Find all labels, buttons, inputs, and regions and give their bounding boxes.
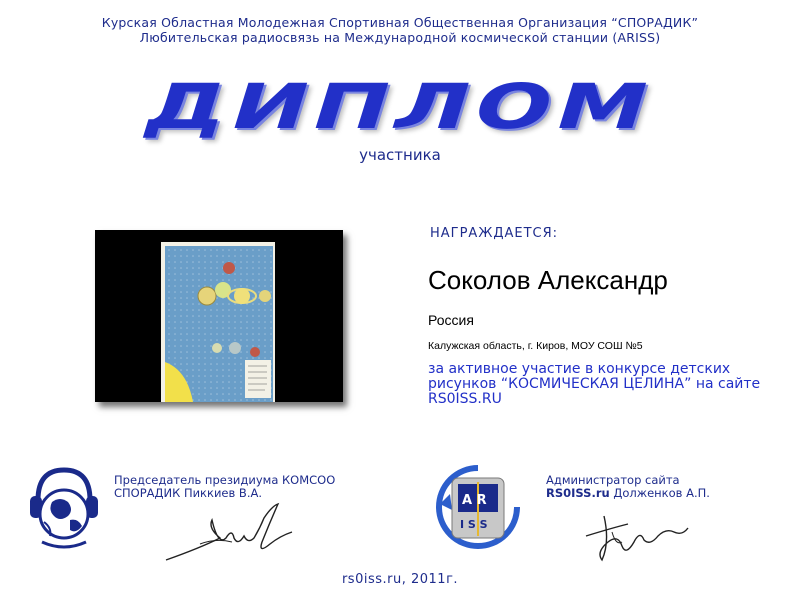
diploma-subtitle: участника [359, 146, 441, 164]
chairman-block [114, 474, 335, 500]
header-org-line: Курская Областная Молодежная Спортивная Общественная Организация “СПОРАДИК” [101, 15, 699, 30]
signature-icon [160, 498, 300, 568]
recipient-name: Соколов Александр [428, 265, 668, 295]
ariss-logo [432, 464, 524, 550]
award-reason: за активное участие в конкурсе детских рисунков “КОСМИЧЕСКАЯ ЦЕЛИНА” на сайте RS0ISS.RU [428, 361, 761, 407]
chairman-signature [160, 498, 300, 568]
admin-signature [582, 502, 692, 566]
header-ariss-line: Любительская радиосвязь на Международной космической станции (ARISS) [139, 30, 661, 45]
ariss-emblem-icon [432, 464, 524, 550]
sporadic-logo [24, 462, 104, 552]
footer-site-year: rs0iss.ru, 2011г. [341, 572, 459, 587]
admin-line [546, 487, 710, 500]
admin-block [546, 474, 710, 500]
admin-name: Долженков А.П. [609, 486, 710, 500]
recipient-country: Россия [428, 312, 474, 328]
ariss-logo-ar: A R [462, 493, 487, 508]
globe-headphones-icon [24, 462, 104, 552]
recipient-school: Калужская область, г. Киров, МОУ СОШ №5 [428, 340, 643, 352]
admin-site: RS0ISS.ru [546, 486, 610, 500]
admin-title: Администратор сайта [546, 473, 680, 487]
ariss-logo-iss: I S S [460, 518, 488, 531]
diploma-title: ДИПЛОМ [135, 70, 665, 143]
awarded-label: НАГРАЖДАЕТСЯ: [430, 226, 559, 241]
signature-icon [582, 502, 692, 566]
chairman-title: Председатель президиума КОМСОО [114, 473, 336, 487]
drawing-photo [95, 230, 343, 402]
child-drawing-image [95, 230, 343, 402]
chairman-name: СПОРАДИК Пиккиев В.А. [114, 486, 263, 500]
